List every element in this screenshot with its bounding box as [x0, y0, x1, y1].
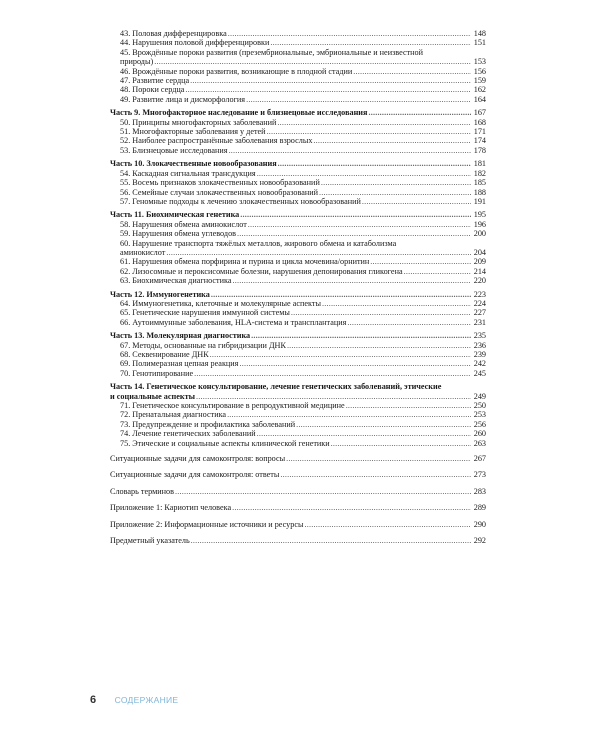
- toc-entry[interactable]: [110, 503, 486, 512]
- toc-page-number: 231: [473, 317, 486, 327]
- toc-page-number: 260: [473, 429, 486, 439]
- toc-entry-title: 64. Иммуногенетика, клеточные и молекулярные аспекты: [120, 298, 321, 308]
- toc-page-number: 239: [473, 350, 486, 359]
- dot-leader: [232, 276, 471, 285]
- toc-page-number: 209: [473, 257, 486, 267]
- dot-leader: [368, 108, 471, 117]
- toc-entry[interactable]: [110, 38, 486, 47]
- toc-part-entry[interactable]: [110, 290, 486, 299]
- toc-page-number: 242: [473, 359, 486, 369]
- toc-entry[interactable]: [110, 248, 486, 257]
- toc-entry[interactable]: [110, 85, 486, 94]
- toc-entry[interactable]: [110, 57, 486, 66]
- toc-page-number: 151: [473, 38, 486, 48]
- toc-page-number: 256: [473, 419, 486, 429]
- dot-leader: [237, 229, 471, 238]
- dot-leader: [278, 159, 471, 168]
- toc-entry-title: Часть 10. Злокачественные новообразования: [110, 159, 277, 169]
- toc-entry-title: Часть 12. Иммуногенетика: [110, 289, 210, 299]
- toc-entry-title: 61. Нарушения обмена порфирина и пурина и цикла мочевина/орнитин: [120, 257, 370, 267]
- toc-entry[interactable]: [110, 429, 486, 438]
- dot-leader: [362, 197, 471, 206]
- toc-part-entry[interactable]: [110, 331, 486, 340]
- toc-entry-title: 73. Предупреждение и профилактика заболеваний: [120, 419, 296, 429]
- toc-entry[interactable]: [110, 350, 486, 359]
- toc-entry-title: 53. Близнецовые исследования: [120, 145, 228, 155]
- toc-entry-title: Ситуационные задачи для самоконтроля: ответы: [110, 470, 280, 480]
- toc-entry-title: 58. Нарушения обмена аминокислот: [120, 219, 247, 229]
- toc-entry-title: 52. Наиболее распространённые заболевания взрослых: [120, 136, 313, 146]
- toc-page-number: 171: [473, 127, 486, 137]
- dot-leader: [321, 178, 471, 187]
- toc-entry[interactable]: [110, 401, 486, 410]
- toc-entry-title: 49. Развитие лица и дисморфология: [120, 94, 246, 104]
- toc-page-number: 182: [473, 168, 486, 178]
- toc-entry-title: 74. Лечение генетических заболеваний: [120, 429, 256, 439]
- dot-leader: [251, 331, 471, 340]
- toc-page-number: 236: [473, 340, 486, 350]
- toc-page-number: 289: [473, 503, 486, 513]
- dot-leader: [353, 67, 471, 76]
- dot-leader: [347, 318, 471, 327]
- toc-entry[interactable]: [110, 276, 486, 285]
- toc-page-number: 267: [473, 454, 486, 464]
- toc-entry[interactable]: [110, 257, 486, 266]
- dot-leader: [257, 429, 471, 438]
- toc-entry-title: 71. Генетическое консультирование в репродуктивной медицине: [120, 401, 345, 411]
- toc-page-number: 148: [473, 29, 486, 38]
- toc-page-number: 204: [473, 247, 486, 257]
- dot-leader: [190, 76, 471, 85]
- toc-entry-title: 63. Биохимическая диагностика: [120, 276, 232, 286]
- toc-entry[interactable]: [110, 318, 486, 327]
- toc-entry-line: 60. Нарушение транспорта тяжёлых металлов, жирового обмена и катаболизма: [120, 238, 397, 248]
- toc-entry-title: 66. Аутоиммунные заболевания, HLA-система и трансплантация: [120, 317, 347, 327]
- dot-leader: [211, 290, 471, 299]
- toc-entry-title: аминокислот: [120, 247, 166, 257]
- toc-page-number: 196: [473, 219, 486, 229]
- dot-leader: [287, 341, 471, 350]
- dot-leader: [246, 95, 471, 104]
- dot-leader: [267, 127, 471, 136]
- toc-page-number: 188: [473, 187, 486, 197]
- toc-page-number: 245: [473, 368, 486, 378]
- toc-entry-title: 54. Каскадная сигнальная трансдукция: [120, 168, 256, 178]
- dot-leader: [296, 420, 471, 429]
- toc-page-number: 283: [473, 486, 486, 496]
- dot-leader: [229, 146, 471, 155]
- toc-page-number: 167: [473, 108, 486, 118]
- toc-entry[interactable]: [110, 267, 486, 276]
- toc-entry-title: Часть 11. Биохимическая генетика: [110, 210, 240, 220]
- dot-leader: [305, 520, 472, 529]
- dot-leader: [228, 29, 471, 38]
- dot-leader: [322, 299, 471, 308]
- toc-entry[interactable]: [110, 369, 486, 378]
- dot-leader: [257, 169, 471, 178]
- toc-page-number: 178: [473, 145, 486, 155]
- toc-entry[interactable]: [110, 220, 486, 229]
- toc-entry-title: Словарь терминов: [110, 486, 174, 496]
- toc-entry-title: 67. Методы, основанные на гибридизации ДНК: [120, 340, 286, 350]
- toc-page-number: 250: [473, 401, 486, 411]
- toc-entry-title: 59. Нарушения обмена углеводов: [120, 229, 237, 239]
- toc-entry[interactable]: [110, 136, 486, 145]
- dot-leader: [194, 369, 471, 378]
- toc-entry[interactable]: [110, 118, 486, 127]
- toc-page-number: 162: [473, 85, 486, 95]
- toc-page-number: 273: [473, 470, 486, 480]
- toc-entry[interactable]: [110, 169, 486, 178]
- toc-page-number: 168: [473, 117, 486, 127]
- section-label: СОДЕРЖАНИЕ: [114, 695, 179, 705]
- toc-page-number: 200: [473, 229, 486, 239]
- toc-entry-title: 70. Генотипирование: [120, 368, 194, 378]
- toc-entry[interactable]: [110, 29, 486, 38]
- toc-entry[interactable]: [110, 178, 486, 187]
- toc-entry-title: 62. Лизосомные и пероксисомные болезни, нарушения депонирования гликогена: [120, 266, 403, 276]
- dot-leader: [240, 210, 471, 219]
- dot-leader: [370, 257, 471, 266]
- dot-leader: [191, 536, 471, 545]
- toc-entry[interactable]: [110, 146, 486, 155]
- toc-page-number: 181: [473, 159, 486, 169]
- toc-entry-title: 50. Принципы многофакторных заболеваний: [120, 117, 277, 127]
- dot-leader: [166, 248, 471, 257]
- toc-entry[interactable]: [110, 95, 486, 104]
- toc-entry-title: Ситуационные задачи для самоконтроля: вопросы: [110, 454, 286, 464]
- toc-entry-line: 45. Врождённые пороки развития (презембриональные, эмбриональные и неизвестной: [120, 47, 424, 57]
- dot-leader: [239, 359, 471, 368]
- toc-page-number: 164: [473, 94, 486, 104]
- toc-entry-title: 48. Пороки сердца: [120, 85, 185, 95]
- toc-part-entry[interactable]: [110, 210, 486, 219]
- dot-leader: [331, 439, 471, 448]
- dot-leader: [291, 308, 471, 317]
- toc-entry[interactable]: [110, 341, 486, 350]
- toc-entry-title: Часть 13. Молекулярная диагностика: [110, 331, 251, 341]
- toc-entry-title: 69. Полимеразная цепная реакция: [120, 359, 239, 369]
- toc-entry-title: 57. Геномные подходы к лечению злокачественных новообразований: [120, 196, 361, 206]
- dot-leader: [346, 401, 471, 410]
- toc-page-number: 153: [473, 57, 486, 67]
- toc-page-number: 185: [473, 178, 486, 188]
- page-number: 6: [90, 694, 97, 706]
- toc-entry[interactable]: [110, 127, 486, 136]
- toc-entry[interactable]: [110, 520, 486, 529]
- toc-entry-title: 43. Половая дифференцировка: [120, 29, 227, 38]
- toc-entry-line: Часть 14. Генетическое консультирование, лечение генетических заболеваний, этические: [110, 382, 442, 392]
- toc-page-number: 235: [473, 331, 486, 341]
- toc-page-number: 220: [473, 276, 486, 286]
- toc-entry-title: 46. Врождённые пороки развития, возникающие в плодной стадии: [120, 66, 353, 76]
- toc-entry[interactable]: [110, 454, 486, 463]
- toc-page-number: 156: [473, 66, 486, 76]
- toc-entry[interactable]: [110, 67, 486, 76]
- toc-page-number: 292: [473, 536, 486, 546]
- toc-entry[interactable]: [110, 536, 486, 545]
- toc-entry-title: 56. Семейные случаи злокачественных новообразований: [120, 187, 319, 197]
- toc-part-entry[interactable]: [110, 108, 486, 117]
- toc-page-number: 227: [473, 308, 486, 318]
- toc-entry-title: природы): [120, 57, 154, 67]
- toc-entry-title: и социальные аспекты: [110, 391, 196, 401]
- toc-page-number: 223: [473, 289, 486, 299]
- table-of-contents: [110, 29, 486, 546]
- toc-page-number: 224: [473, 298, 486, 308]
- dot-leader: [286, 454, 471, 463]
- toc-entry[interactable]: [110, 470, 486, 479]
- toc-entry-title: 47. Развитие сердца: [120, 76, 190, 86]
- toc-entry-title: Приложение 1: Кариотип человека: [110, 503, 232, 513]
- toc-page-number: 191: [473, 196, 486, 206]
- toc-entry[interactable]: [110, 188, 486, 197]
- toc-entry[interactable]: [110, 420, 486, 429]
- dot-leader: [154, 57, 471, 66]
- dot-leader: [210, 350, 471, 359]
- toc-page-number: 159: [473, 76, 486, 86]
- toc-entry-title: Предметный указатель: [110, 536, 190, 546]
- dot-leader: [227, 410, 471, 419]
- page-footer: [90, 690, 178, 708]
- dot-leader: [232, 503, 471, 512]
- toc-entry-title: Часть 9. Многофакторное наследование и близнецовые исследования: [110, 108, 368, 118]
- dot-leader: [404, 267, 471, 276]
- toc-entry[interactable]: [110, 197, 486, 206]
- toc-entry[interactable]: [110, 359, 486, 368]
- dot-leader: [196, 392, 471, 401]
- toc-entry[interactable]: [110, 308, 486, 317]
- toc-page-number: 249: [473, 391, 486, 401]
- toc-entry[interactable]: [110, 76, 486, 85]
- toc-entry[interactable]: [110, 229, 486, 238]
- toc-part-entry[interactable]: [110, 159, 486, 168]
- toc-entry-title: 51. Многофакторные заболевания у детей: [120, 127, 266, 137]
- toc-entry-title: 68. Секвенирование ДНК: [120, 350, 209, 359]
- toc-page-number: 174: [473, 136, 486, 146]
- toc-part-entry[interactable]: [110, 392, 486, 401]
- toc-page-number: 290: [473, 519, 486, 529]
- dot-leader: [175, 487, 471, 496]
- toc-entry-title: 75. Этические и социальные аспекты клинической генетики: [120, 438, 330, 448]
- toc-entry[interactable]: [110, 299, 486, 308]
- toc-entry[interactable]: [110, 439, 486, 448]
- toc-entry[interactable]: [110, 410, 486, 419]
- toc-entry-title: 65. Генетические нарушения иммунной системы: [120, 308, 290, 318]
- toc-entry[interactable]: [110, 487, 486, 496]
- dot-leader: [185, 85, 471, 94]
- dot-leader: [270, 38, 471, 47]
- toc-entry-title: 72. Пренатальная диагностика: [120, 410, 227, 420]
- toc-entry-title: 44. Нарушения половой дифференцировки: [120, 38, 270, 48]
- toc-page-number: 253: [473, 410, 486, 420]
- dot-leader: [319, 188, 471, 197]
- toc-entry-title: 55. Восемь признаков злокачественных новообразований: [120, 178, 320, 188]
- dot-leader: [248, 220, 471, 229]
- toc-entry-title: Приложение 2: Информационные источники и ресурсы: [110, 519, 304, 529]
- dot-leader: [280, 470, 471, 479]
- toc-page-number: 263: [473, 438, 486, 448]
- toc-page-number: 214: [473, 266, 486, 276]
- dot-leader: [313, 136, 471, 145]
- dot-leader: [277, 118, 471, 127]
- toc-page-number: 195: [473, 210, 486, 220]
